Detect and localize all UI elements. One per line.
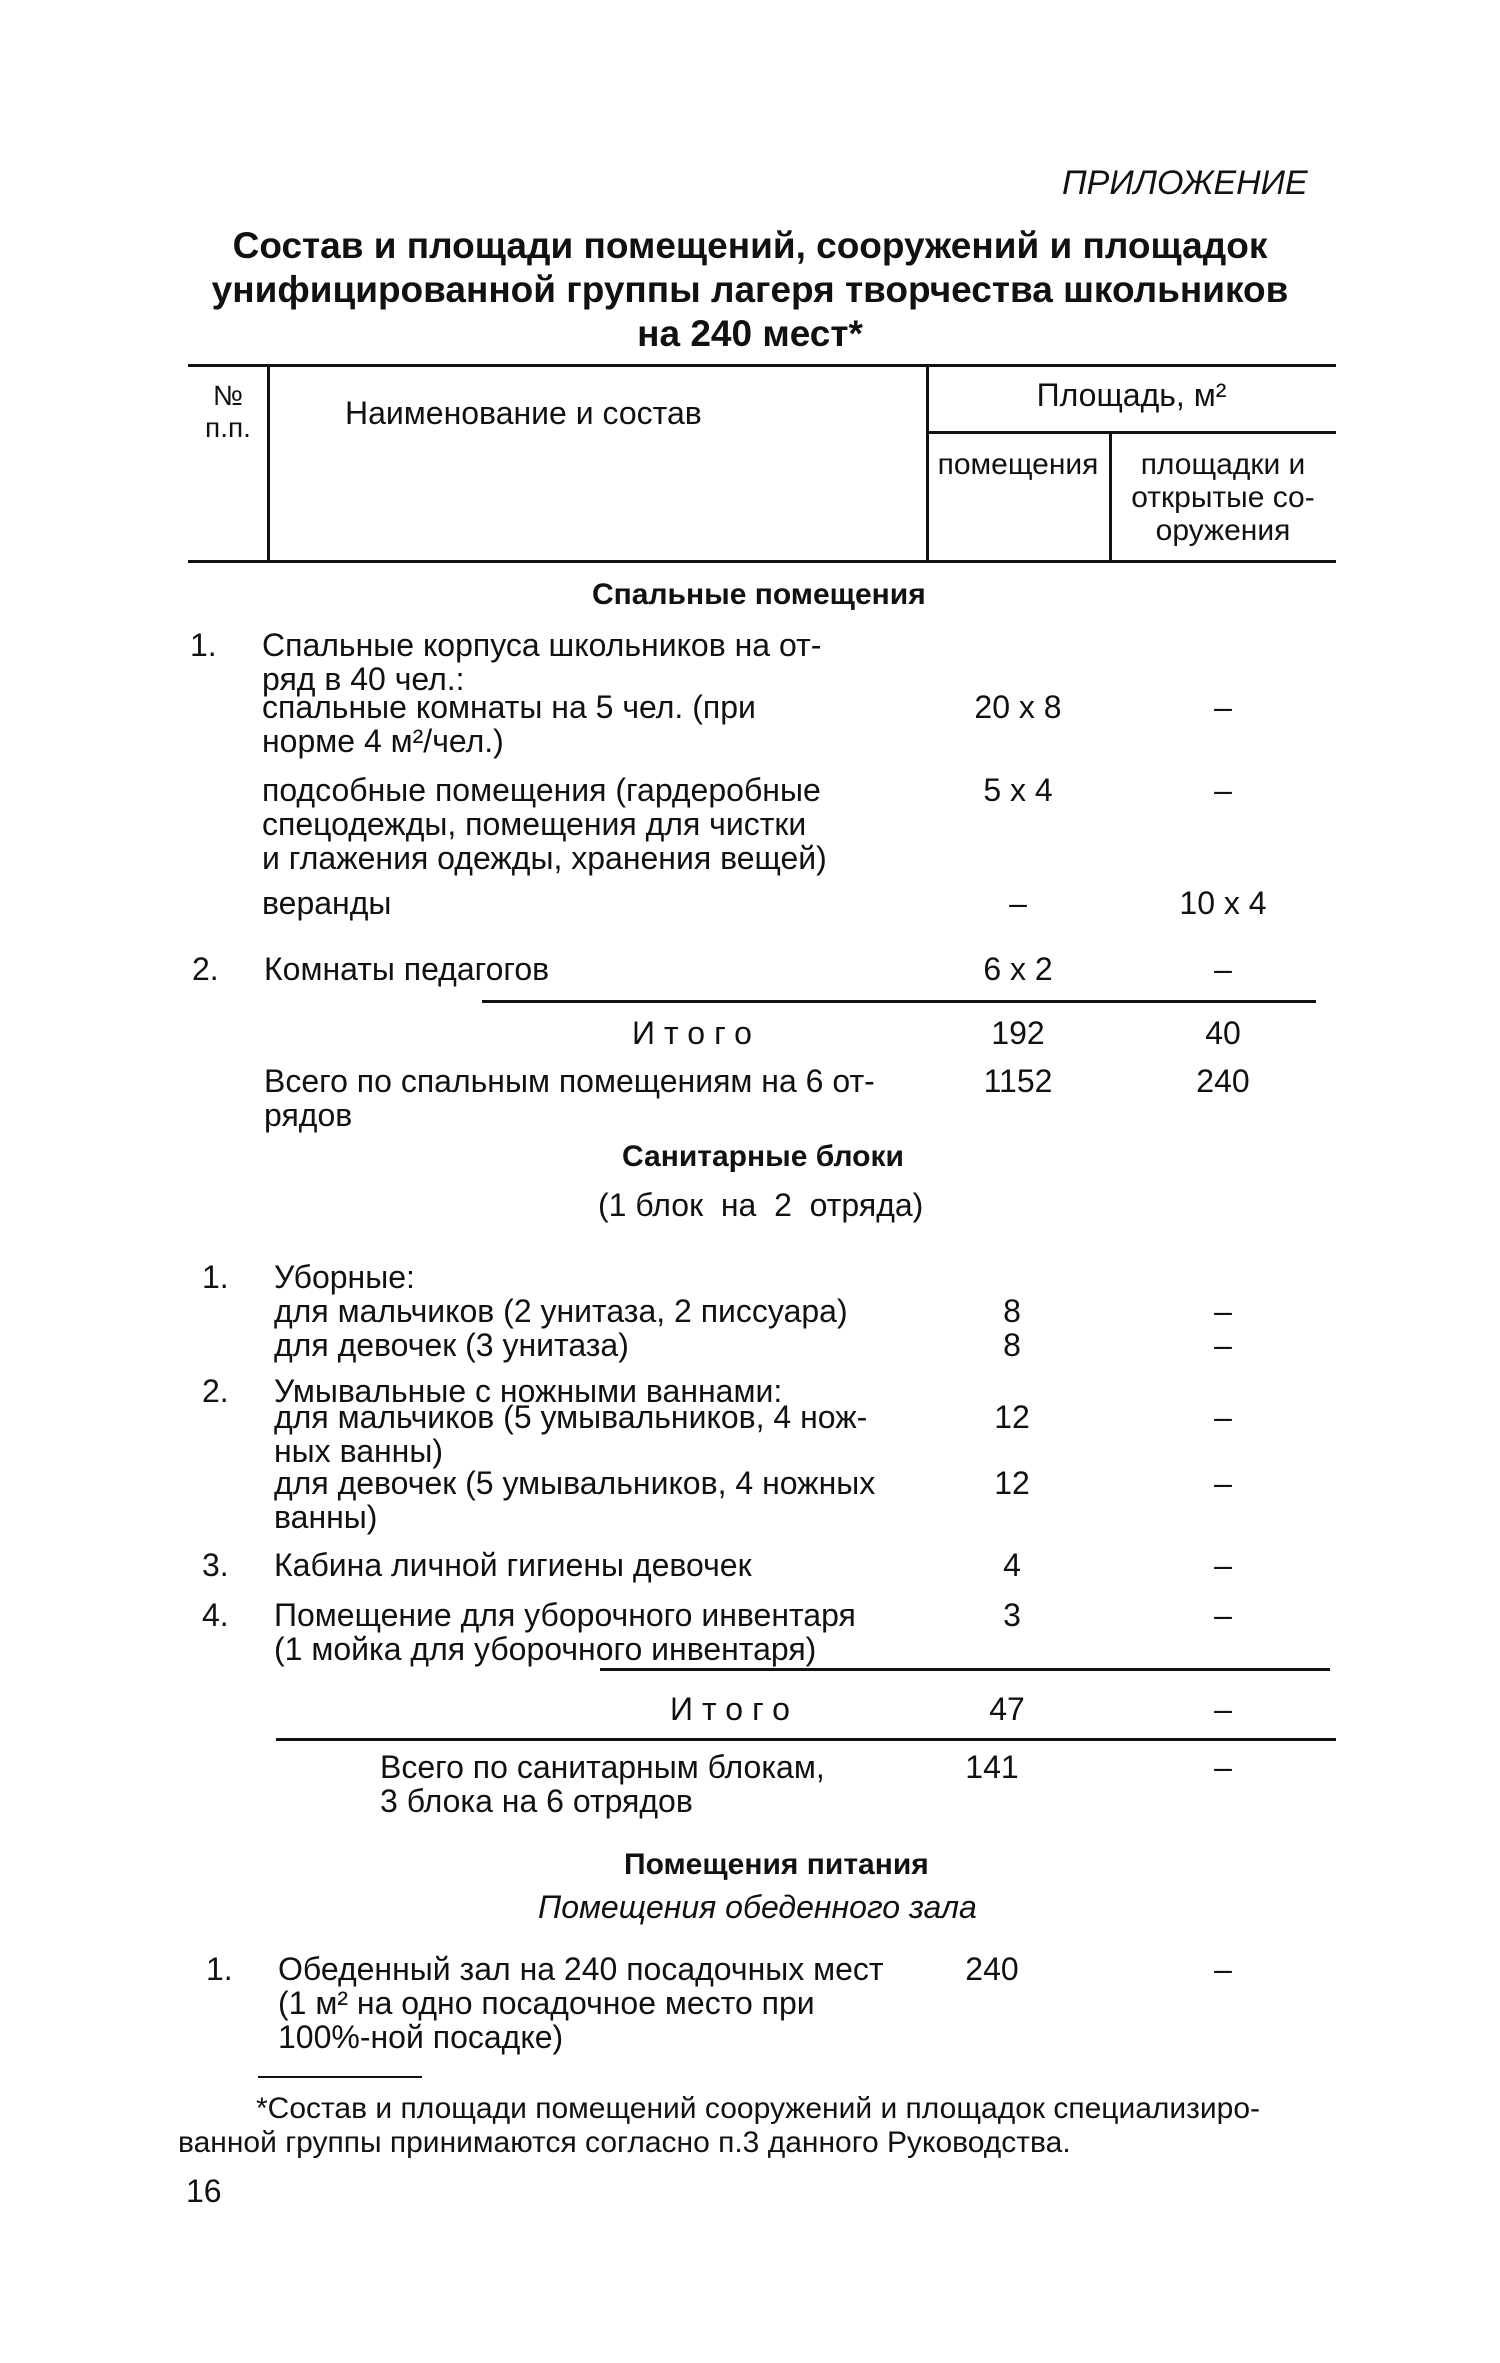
rooms-value: –	[1009, 885, 1027, 921]
section-subheading-food: Помещения обеденного зала	[538, 1889, 977, 1925]
row-text	[264, 1064, 875, 1132]
open-value: –	[1214, 1293, 1232, 1329]
rooms-value: 4	[1003, 1547, 1021, 1583]
row-text-line: норме 4 м²/чел.)	[262, 723, 504, 759]
row-text-line: 3 блока на 6 отрядов	[380, 1783, 693, 1819]
footnote-line-1: *Состав и площади помещений сооружений и площадок специализиро-	[256, 2092, 1261, 2125]
row-text-line: спальные комнаты на 5 чел. (при	[262, 689, 756, 725]
column-divider-1	[267, 366, 270, 560]
rooms-value: 192	[991, 1015, 1045, 1051]
header-number-abbr: п.п.	[205, 412, 251, 443]
row-text: веранды	[262, 885, 392, 921]
open-value: –	[1214, 1465, 1232, 1501]
row-text-line: ных ванны)	[274, 1433, 443, 1469]
title-line-2: унифицированной группы лагеря творчества школьников	[211, 269, 1289, 310]
section-heading-sanitary: Санитарные блоки	[622, 1140, 904, 1173]
subtotal-label: Итого	[670, 1691, 799, 1727]
open-value: –	[1214, 1547, 1232, 1583]
row-text-line: Обеденный зал на 240 посадочных мест	[278, 1951, 884, 1987]
row-text-line: Всего по спальным помещениям на 6 от-	[264, 1063, 875, 1099]
row-number: 1.	[190, 627, 217, 663]
subtotal-label: Итого	[632, 1015, 761, 1051]
subtotal-rule	[600, 1668, 1330, 1671]
rooms-value: 5 x 4	[983, 772, 1053, 808]
header-open-areas	[1110, 448, 1336, 547]
row-number: 4.	[202, 1597, 229, 1633]
total-rule	[276, 1738, 1336, 1741]
row-number: 2.	[202, 1373, 229, 1409]
rooms-value: 1152	[983, 1063, 1053, 1099]
footnote-line-2: ванной группы принимаются согласно п.3 данного Руководства.	[178, 2126, 1071, 2159]
footnote	[256, 2092, 1260, 2126]
row-text-line: ванны)	[274, 1499, 378, 1535]
row-text: для мальчиков (2 унитаза, 2 писсуара)	[274, 1293, 848, 1329]
row-text-line: спецодежды, помещения для чистки	[262, 806, 807, 842]
header-number	[190, 380, 266, 444]
area-split-rule	[927, 431, 1336, 434]
rooms-value: 12	[994, 1465, 1030, 1501]
header-rooms: помещения	[937, 448, 1099, 481]
row-number: 1.	[206, 1951, 233, 1987]
row-text	[262, 628, 821, 696]
row-text	[278, 1952, 884, 2054]
header-open-line-1: площадки и	[1140, 448, 1306, 481]
row-text: Комнаты педагогов	[264, 951, 550, 987]
row-text-line: для девочек (5 умывальников, 4 ножных	[274, 1465, 876, 1501]
rooms-value: 12	[994, 1399, 1030, 1435]
row-text: Умывальные с ножными ваннами:	[274, 1373, 783, 1409]
section-subheading-sanitary: (1 блок на 2 отряда)	[598, 1187, 924, 1223]
rooms-value: 8	[1003, 1293, 1021, 1329]
row-text	[262, 773, 827, 875]
row-text: Уборные:	[274, 1259, 415, 1295]
row-text-line: Всего по санитарным блокам,	[380, 1749, 825, 1785]
rooms-value: 20 x 8	[974, 689, 1062, 725]
rooms-value: 6 x 2	[983, 951, 1053, 987]
title-line-1: Состав и площади помещений, сооружений и площадок	[232, 225, 1268, 266]
table-top-rule	[188, 364, 1336, 367]
row-text-line: 100%-ной посадке)	[278, 2019, 564, 2055]
page-title	[0, 224, 1500, 356]
rooms-value: 141	[965, 1749, 1019, 1785]
header-open-line-3: оружения	[1155, 514, 1291, 547]
row-text-line: ряд в 40 чел.:	[262, 661, 465, 697]
row-text	[380, 1750, 825, 1818]
row-text-line: для мальчиков (5 умывальников, 4 нож-	[274, 1399, 868, 1435]
row-text: для девочек (3 унитаза)	[274, 1327, 629, 1363]
subtotal-rule	[482, 1000, 1316, 1003]
row-text-line: (1 м² на одно посадочное место при	[278, 1985, 815, 2021]
row-text	[274, 1598, 856, 1666]
row-text-line: Спальные корпуса школьников на от-	[262, 627, 822, 663]
open-value: 240	[1196, 1063, 1250, 1099]
row-text: Кабина личной гигиены девочек	[274, 1547, 752, 1583]
row-text	[274, 1466, 875, 1534]
row-number: 3.	[202, 1547, 229, 1583]
row-text-line: и глажения одежды, хранения вещей)	[262, 840, 827, 876]
section-heading-food: Помещения питания	[624, 1848, 929, 1881]
open-value: –	[1214, 1691, 1232, 1727]
row-text-line: Помещение для уборочного инвентаря	[274, 1597, 856, 1633]
header-bottom-rule	[188, 560, 1336, 563]
open-value: –	[1214, 1327, 1232, 1363]
footnote-cont	[178, 2126, 1071, 2160]
open-value: –	[1214, 1749, 1232, 1785]
open-value: –	[1214, 1951, 1232, 1987]
header-number-symbol: №	[212, 380, 244, 411]
header-area: Площадь, м²	[1036, 377, 1227, 413]
header-name: Наименование и состав	[345, 395, 702, 431]
rooms-value: 8	[1003, 1327, 1021, 1363]
header-open-line-2: открытые со-	[1131, 481, 1315, 514]
row-text	[262, 690, 756, 758]
open-value: –	[1214, 1399, 1232, 1435]
open-value: 10 x 4	[1179, 885, 1267, 921]
row-text-line: (1 мойка для уборочного инвентаря)	[274, 1631, 817, 1667]
open-value: –	[1214, 689, 1232, 725]
rooms-value: 3	[1003, 1597, 1021, 1633]
appendix-label: ПРИЛОЖЕНИЕ	[1062, 164, 1308, 202]
rooms-value: 240	[965, 1951, 1019, 1987]
row-number: 1.	[202, 1259, 229, 1295]
row-text-line: подсобные помещения (гардеробные	[262, 772, 821, 808]
row-number: 2.	[192, 951, 219, 987]
open-value: –	[1214, 951, 1232, 987]
open-value: –	[1214, 772, 1232, 808]
page-number: 16	[186, 2173, 222, 2209]
section-heading-sleeping: Спальные помещения	[592, 578, 926, 611]
row-text	[274, 1400, 867, 1468]
open-value: 40	[1205, 1015, 1241, 1051]
row-text-line: рядов	[264, 1097, 353, 1133]
rooms-value: 47	[989, 1691, 1025, 1727]
open-value: –	[1214, 1597, 1232, 1633]
footnote-rule	[258, 2076, 422, 2078]
title-line-3: на 240 мест*	[637, 313, 863, 354]
